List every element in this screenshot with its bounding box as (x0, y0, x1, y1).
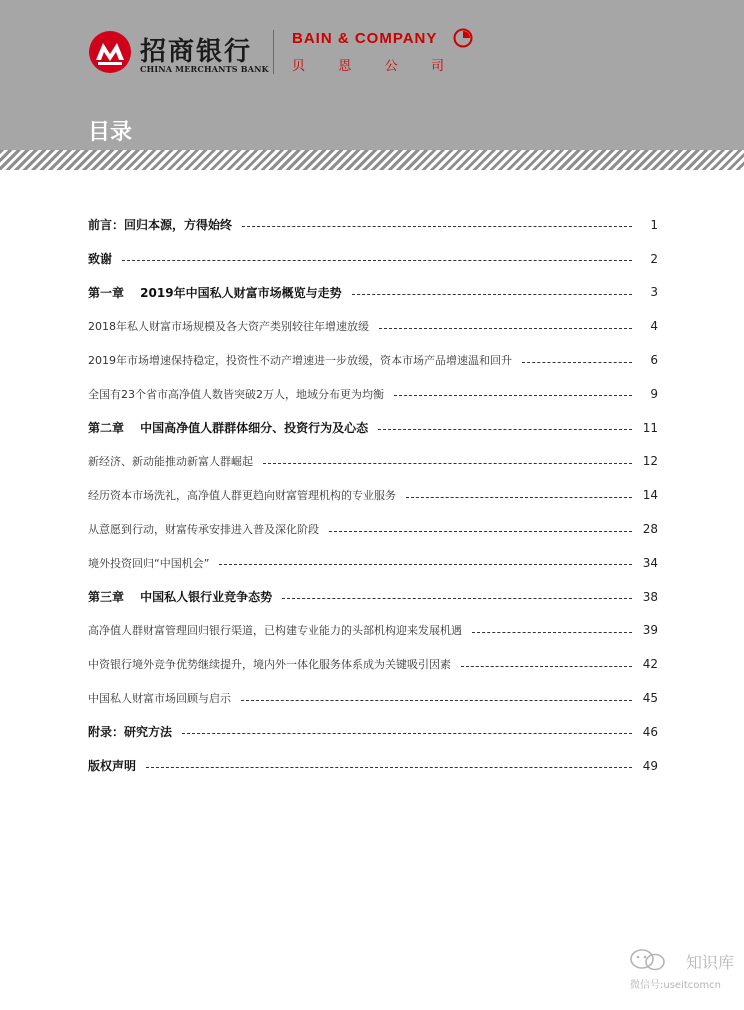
toc-leader-dashes (329, 531, 632, 532)
toc-entry-title: 致谢 (88, 252, 113, 267)
toc-entry-page: 14 (642, 488, 658, 503)
toc-entry[interactable] (88, 749, 658, 783)
toc-entry-page: 4 (650, 319, 658, 334)
toc-leader-dashes (406, 497, 632, 498)
toc-entry-title: 版权声明 (88, 759, 137, 774)
toc-entry[interactable] (88, 512, 658, 546)
toc-leader-dashes (472, 632, 632, 633)
page-title: 目录 (88, 120, 133, 145)
toc-entry-page: 12 (642, 454, 658, 469)
toc-entry-page: 34 (642, 555, 658, 570)
toc-entry[interactable] (88, 546, 658, 580)
watermark-title: 知识库 (686, 953, 735, 972)
toc-entry-title: 附录：研究方法 (88, 725, 173, 740)
toc-entry-page: 49 (642, 758, 658, 773)
toc-entry-title: 新经济、新动能推动新富人群崛起 (88, 455, 253, 469)
toc-entry-title: 经历资本市场洗礼，高净值人群更趋向财富管理机构的专业服务 (88, 489, 396, 503)
toc-entry-title: 中资银行境外竞争优势继续提升，境内外一体化服务体系成为关键吸引因素 (88, 658, 451, 672)
toc-entry-title: 2019年市场增速保持稳定，投资性不动产增速进一步放缓，资本市场产品增速温和回升 (88, 354, 512, 368)
toc-entry-page: 2 (650, 251, 658, 266)
toc-entry-title: 第三章 中国私人银行业竞争态势 (88, 590, 273, 605)
toc-entry-title: 高净值人群财富管理回归银行渠道，已构建专业能力的头部机构迎来发展机遇 (88, 624, 462, 638)
toc-entry[interactable] (88, 715, 658, 749)
wechat-icon (628, 948, 676, 972)
toc-leader-dashes (379, 328, 632, 329)
toc-entry-page: 11 (642, 420, 658, 435)
toc-entry-title: 第二章 中国高净值人群群体细分、投资行为及心态 (88, 421, 369, 436)
toc-entry[interactable] (88, 276, 658, 310)
toc-entry[interactable] (88, 377, 658, 411)
toc-leader-dashes (461, 666, 632, 667)
toc-entry-page: 39 (642, 623, 658, 638)
bain-cn-char: 贝 (292, 59, 306, 74)
toc-entry-page: 1 (650, 217, 658, 232)
toc-leader-dashes (352, 294, 632, 295)
bain-cn-char: 恩 (338, 59, 352, 74)
toc-entry[interactable] (88, 343, 658, 377)
toc-leader-dashes (122, 260, 632, 261)
toc-entry-title: 2018年私人财富市场规模及各大资产类别较往年增速放缓 (88, 320, 369, 334)
cmb-name-cn: 招商银行 (140, 37, 253, 67)
toc-entry[interactable] (88, 647, 658, 681)
bain-logo-icon (453, 28, 473, 48)
toc-entry-title: 中国私人财富市场回顾与启示 (88, 692, 231, 706)
toc-leader-dashes (241, 700, 632, 701)
toc-leader-dashes (242, 226, 632, 227)
table-of-contents (88, 208, 658, 783)
toc-entry-page: 45 (642, 691, 658, 706)
toc-entry-title: 全国有23个省市高净值人数皆突破2万人，地域分布更为均衡 (88, 387, 384, 401)
toc-entry[interactable] (88, 478, 658, 512)
toc-leader-dashes (394, 395, 632, 396)
bain-cn-char: 公 (384, 59, 398, 74)
toc-leader-dashes (146, 767, 632, 768)
toc-leader-dashes (263, 463, 632, 464)
toc-entry[interactable] (88, 445, 658, 479)
cmb-name-en: CHINA MERCHANTS BANK (140, 64, 269, 74)
toc-entry-page: 46 (642, 724, 658, 739)
toc-entry-title: 第一章 2019年中国私人财富市场概览与走势 (88, 285, 342, 300)
toc-entry[interactable] (88, 580, 658, 614)
logo-divider (273, 30, 274, 74)
page-header (0, 0, 744, 150)
toc-entry[interactable] (88, 681, 658, 715)
hatch-divider (0, 150, 744, 170)
bain-cn-char: 司 (430, 59, 444, 74)
toc-entry[interactable] (88, 309, 658, 343)
toc-entry-page: 6 (650, 353, 658, 368)
toc-entry[interactable] (88, 614, 658, 648)
bain-name-cn (292, 55, 444, 74)
watermark-subtitle: 微信号:useitcomcn (630, 980, 721, 991)
cmb-logo-icon (88, 30, 132, 74)
toc-entry[interactable] (88, 242, 658, 276)
toc-entry-page: 38 (642, 589, 658, 604)
toc-entry-page: 3 (650, 285, 658, 300)
toc-entry-title: 境外投资回归“中国机会” (88, 556, 210, 570)
toc-leader-dashes (282, 598, 632, 599)
toc-entry-page: 42 (642, 657, 658, 672)
toc-leader-dashes (378, 429, 632, 430)
bain-name-en: BAIN & COMPANY (292, 30, 438, 47)
toc-entry-page: 9 (650, 386, 658, 401)
toc-entry[interactable] (88, 411, 658, 445)
toc-entry-page: 28 (642, 522, 658, 537)
toc-leader-dashes (522, 362, 632, 363)
toc-entry[interactable] (88, 208, 658, 242)
toc-entry-title: 前言：回归本源，方得始终 (88, 218, 233, 233)
toc-leader-dashes (182, 733, 632, 734)
toc-entry-title: 从意愿到行动，财富传承安排进入普及深化阶段 (88, 523, 319, 537)
toc-leader-dashes (219, 564, 632, 565)
watermark (628, 946, 738, 996)
